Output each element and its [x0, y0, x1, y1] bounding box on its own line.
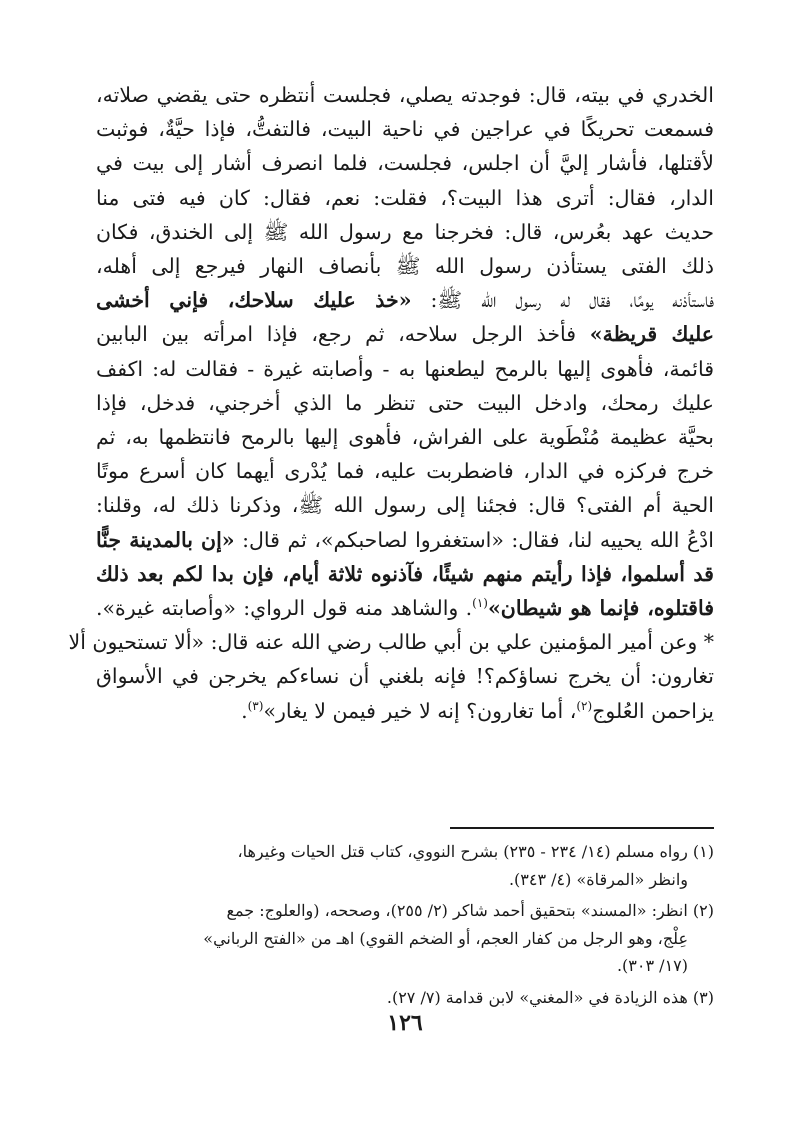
text-line	[96, 523, 714, 557]
footnote-line: (٣) هذه الزيادة في «المغني» لابن قدامة (٧/ ٢٧).	[386, 987, 714, 1007]
text-line: تغارون: أن يخرج نساؤكم؟! فإنه بلغني أن نساءكم يخرجن في الأسواق	[96, 664, 714, 689]
footnote-line: (١٧/ ٣٠٣).	[616, 956, 688, 975]
footnote-line: (٢) انظر: «المسند» بتحقيق أحمد شاكر (٢/ ٢٥٥)، وصححه، (والعلوج: جمع	[226, 901, 714, 920]
footnotes	[96, 838, 714, 1011]
narration-text: ادْعُ الله يحييه لنا، فقال: «استغفروا لصاحبكم»، ثم قال:	[234, 527, 714, 552]
text-line: لأقتلها، فأشار إليَّ أن اجلس، فجلست، فلما انصرف أشار إلى بيت في	[96, 151, 714, 176]
text-line	[96, 557, 714, 591]
text-line: خرج فركزه في الدار، فاضطربت عليه، فما يُدْرى أيهما كان أسرع موتًا	[96, 459, 714, 484]
text-line	[96, 317, 714, 351]
footnote-ref: (٢)	[576, 698, 593, 713]
hadith-quote: فاقتلوه، فإنما هو شيطان»	[487, 596, 715, 621]
text-line: قائمة، فأهوى إليها بالرمح ليطعنها به - وأصابته غيرة - فقالت له: اكفف	[96, 356, 714, 381]
narration-text: . والشاهد منه قول الرواي: «وأصابته غيرة».	[96, 596, 473, 621]
footnote	[96, 984, 714, 1012]
footnote-line: وانظر «المرقاة» (٤/ ٣٤٣).	[508, 869, 688, 889]
text-line	[96, 283, 714, 317]
text-line	[96, 591, 714, 625]
narration-text: يزاحمن العُلوج	[592, 698, 714, 723]
text-line: الخدري في بيته، قال: فوجدته يصلي، فجلست أنتظره حتى يقضي صلاته،	[96, 83, 714, 107]
hadith-quote: عليك قريظة»	[589, 322, 714, 347]
text-line: ذلك الفتى يستأذن رسول الله ﷺ بأنصاف النهار فيرجع إلى أهله،	[96, 254, 714, 279]
text-line: الحية أم الفتى؟ قال: فجئنا إلى رسول الله ﷺ، وذكرنا ذلك له، وقلنا:	[96, 493, 714, 518]
narration-text: فأخذ الرجل سلاحه، ثم رجع، فإذا امرأته بين البابين	[96, 322, 590, 347]
hadith-quote: «خذ عليك سلاحك، فإني أخشى	[96, 288, 412, 313]
hadith-quote: «إن بالمدينة جنًّا	[96, 527, 235, 552]
footnote-line: (١) رواه مسلم (١٤/ ٢٣٤ - ٢٣٥) بشرح النووي، كتاب قتل الحيات وغيرها،	[237, 842, 714, 861]
footnote-ref: (٣)	[247, 698, 264, 713]
footnote-divider	[450, 827, 714, 829]
text-line: بحيَّة عظيمة مُنْطَوية على الفراش، فأهوى إليها بالرمح فانتظمها به، ثم	[96, 425, 714, 450]
text-line: الدار، فقال: أترى هذا البيت؟، فقلت: نعم، فقال: كان فيه فتى منا	[96, 185, 714, 210]
footnote-ref: (١)	[472, 596, 488, 611]
text-line: * وعن أمير المؤمنين علي بن أبي طالب رضي الله عنه قال: «ألا تستحيون ألا	[68, 630, 714, 655]
page-number: ١٢٦	[387, 1010, 423, 1036]
text-line	[96, 694, 714, 728]
narration-text: .	[241, 698, 248, 723]
hadith-quote: قد أسلموا، فإذا رأيتم منهم شيئًا، فآذنوه ثلاثة أيام، فإن بدا لكم بعد ذلك	[96, 561, 714, 586]
text-line: فسمعت تحريكًا في عراجين في ناحية البيت، فالتفتُّ، فإذا حيَّةٌ، فوثبت	[96, 117, 714, 142]
narration-text: ، أما تغارون؟ إنه لا خير فيمن لا يغار»	[263, 698, 577, 723]
footnote-line: عِلْج، وهو الرجل من كفار العجم، أو الضخم القوي) اهـ من «الفتح الرباني»	[203, 928, 688, 948]
text-line: عليك رمحك، وادخل البيت حتى تنظر ما الذي أخرجني، فدخل، فإذا	[96, 390, 714, 415]
narration-text: فاستأذنه يومًا، فقال له رسول الله ﷺ:	[411, 288, 714, 313]
main-text	[68, 78, 715, 728]
text-line: حديث عهد بعُرس، قال: فخرجنا مع رسول الله ﷺ إلى الخندق، فكان	[96, 219, 714, 244]
footnote	[96, 838, 714, 893]
footnote	[96, 897, 714, 980]
